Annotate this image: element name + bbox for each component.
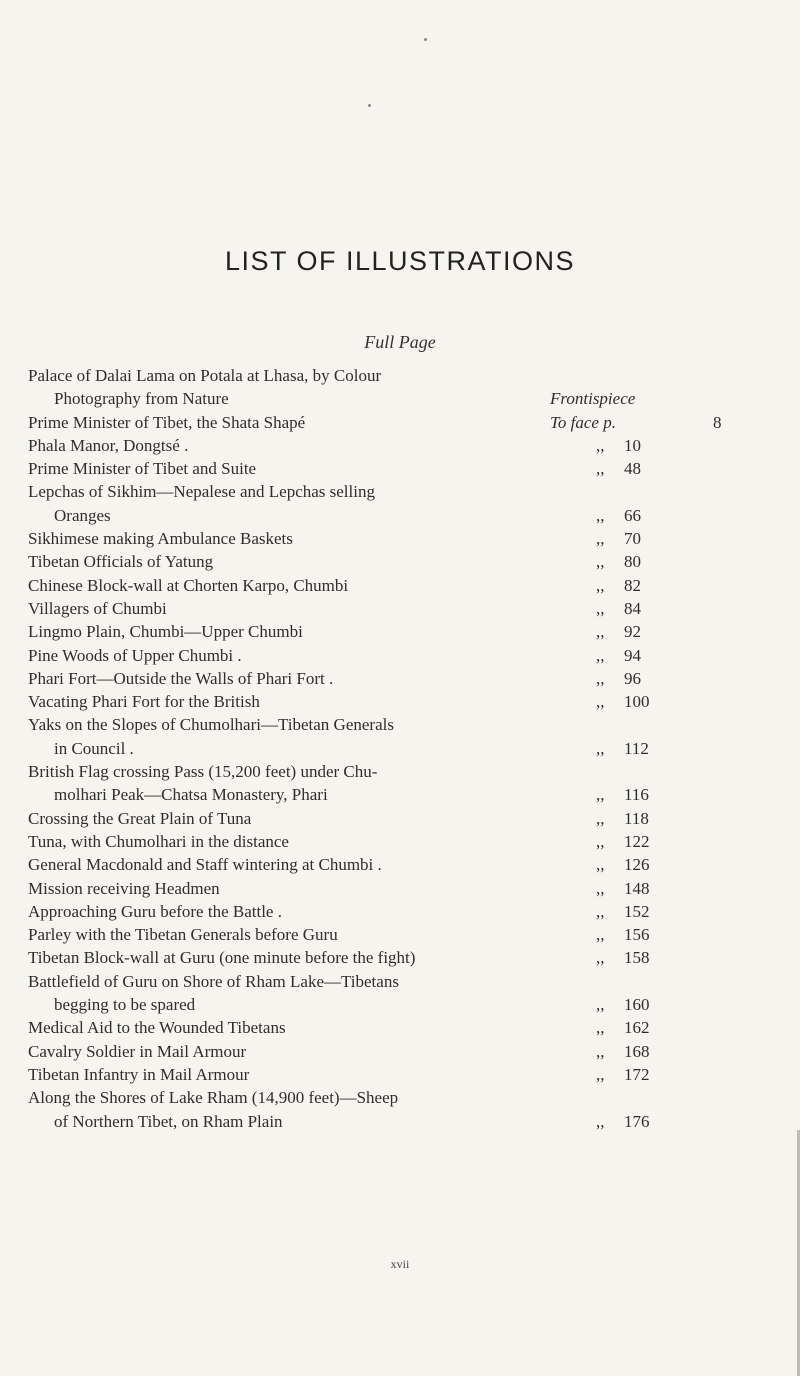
illustration-caption: Along the Shores of Lake Rham (14,900 feet)—Sheep — [28, 1088, 399, 1108]
page-number: 92 — [624, 622, 641, 642]
ditto-mark: ,, — [596, 925, 605, 945]
illustration-caption: Prime Minister of Tibet and Suite — [28, 459, 257, 479]
section-subtitle: Full Page — [364, 332, 436, 352]
page-number: 66 — [624, 505, 641, 525]
page-reference-label: To face p. — [550, 412, 616, 432]
ditto-mark: ,, — [596, 831, 605, 851]
illustration-entry-line — [28, 1016, 788, 1039]
page-number: 84 — [624, 598, 641, 618]
illustration-caption: Lepchas of Sikhim—Nepalese and Lepchas selling — [28, 482, 375, 502]
ditto-mark: ,, — [596, 901, 605, 921]
illustration-caption: Battlefield of Guru on Shore of Rham Lake—Tibetans — [28, 971, 399, 991]
page-number: 126 — [624, 855, 650, 875]
illustration-entry-line — [28, 364, 788, 387]
ditto-mark: ,, — [596, 785, 605, 805]
illustration-caption: Photography from Nature — [54, 389, 229, 409]
page-reference-label: Frontispiece — [550, 389, 636, 409]
illustration-caption: Tibetan Block-wall at Guru (one minute before the fight) — [28, 948, 416, 968]
ditto-mark: ,, — [596, 552, 605, 572]
illustration-caption: begging to be spared — [54, 995, 196, 1015]
illustration-entry-line — [28, 783, 788, 806]
illustration-caption: Pine Woods of Upper Chumbi . — [28, 645, 242, 665]
page-number-folio: xvii — [390, 1257, 410, 1271]
illustration-caption: Approaching Guru before the Battle . — [28, 901, 282, 921]
illustration-caption: of Northern Tibet, on Rham Plain — [54, 1111, 283, 1131]
illustration-caption: Parley with the Tibetan Generals before Guru — [28, 925, 338, 945]
illustration-caption: Sikhimese making Ambulance Baskets — [28, 529, 293, 549]
illustration-caption: Phari Fort—Outside the Walls of Phari Fort . — [28, 668, 334, 688]
illustration-entry-line — [28, 527, 788, 550]
illustration-entry-line — [28, 1086, 788, 1109]
page-number: 94 — [624, 645, 641, 665]
ditto-mark: ,, — [596, 1041, 605, 1061]
page-number: 112 — [624, 738, 649, 758]
page-number: 158 — [624, 948, 650, 968]
illustration-entry-line — [28, 853, 788, 876]
page-number: 80 — [624, 552, 641, 572]
page-number: 148 — [624, 878, 650, 898]
page-number: 152 — [624, 901, 650, 921]
ditto-mark: ,, — [596, 529, 605, 549]
illustration-entry-line — [28, 387, 788, 410]
illustration-caption: molhari Peak—Chatsa Monastery, Phari — [54, 785, 328, 805]
illustration-caption: Palace of Dalai Lama on Potala at Lhasa, by Colour — [28, 366, 382, 385]
page-number: 82 — [624, 575, 641, 595]
illustration-entry-line — [28, 504, 788, 527]
illustration-caption: Villagers of Chumbi — [28, 598, 167, 618]
ditto-mark: ,, — [596, 645, 605, 665]
ditto-mark: ,, — [596, 878, 605, 898]
illustration-caption: Oranges — [54, 505, 111, 525]
illustration-caption: Prime Minister of Tibet, the Shata Shapé — [28, 412, 306, 432]
ditto-mark: ,, — [596, 598, 605, 618]
page-number: 176 — [624, 1111, 650, 1131]
illustration-entry-line — [28, 644, 788, 667]
illustration-entry-line — [28, 1110, 788, 1133]
page-number: 118 — [624, 808, 649, 828]
page-number: 100 — [624, 692, 650, 712]
illustration-entry-line — [28, 923, 788, 946]
illustration-caption: General Macdonald and Staff wintering at Chumbi . — [28, 855, 382, 875]
ditto-mark: ,, — [596, 855, 605, 875]
illustration-caption: Phala Manor, Dongtsé . — [28, 435, 189, 455]
illustration-entry-line — [28, 713, 788, 736]
illustration-caption: Yaks on the Slopes of Chumolhari—Tibetan Generals — [28, 715, 394, 735]
ditto-mark: ,, — [596, 948, 605, 968]
illustration-caption: Tuna, with Chumolhari in the distance — [28, 831, 289, 851]
illustration-entry-line — [28, 667, 788, 690]
illustration-entry-line — [28, 807, 788, 830]
illustration-caption: Tibetan Officials of Yatung — [28, 552, 214, 572]
illustration-entry-line — [28, 480, 788, 503]
illustration-entry-line — [28, 1040, 788, 1063]
page-number: 48 — [624, 459, 641, 479]
page-number: 162 — [624, 1018, 650, 1038]
illustration-entry-line — [28, 457, 788, 480]
illustrations-list — [28, 364, 788, 1133]
illustration-caption: British Flag crossing Pass (15,200 feet) under Chu- — [28, 762, 378, 782]
illustration-entry-line — [28, 877, 788, 900]
illustration-entry-line — [28, 411, 788, 434]
ditto-mark: ,, — [596, 1018, 605, 1038]
page-number: 172 — [624, 1064, 650, 1084]
ditto-mark: ,, — [596, 622, 605, 642]
page-number: 116 — [624, 785, 649, 805]
illustration-caption: Crossing the Great Plain of Tuna — [28, 808, 252, 828]
illustration-entry-line — [28, 550, 788, 573]
illustration-entry-line — [28, 620, 788, 643]
illustration-caption: Vacating Phari Fort for the British — [28, 692, 260, 712]
illustration-entry-line — [28, 597, 788, 620]
illustration-entry-line — [28, 900, 788, 923]
illustration-entry-line — [28, 1063, 788, 1086]
page-number: 156 — [624, 925, 650, 945]
ditto-mark: ,, — [596, 435, 605, 455]
page-number: 8 — [713, 412, 722, 432]
illustration-entry-line — [28, 574, 788, 597]
illustration-caption: in Council . — [54, 738, 134, 758]
illustration-caption: Chinese Block-wall at Chorten Karpo, Chumbi — [28, 575, 349, 595]
illustration-caption: Mission receiving Headmen — [28, 878, 220, 898]
illustration-caption: Tibetan Infantry in Mail Armour — [28, 1064, 250, 1084]
illustration-entry-line — [28, 690, 788, 713]
illustration-entry-line — [28, 993, 788, 1016]
illustration-entry-line — [28, 830, 788, 853]
illustration-entry-line — [28, 946, 788, 969]
page-number: 122 — [624, 831, 650, 851]
ditto-mark: ,, — [596, 808, 605, 828]
ditto-mark: ,, — [596, 1111, 605, 1131]
paper-speck — [368, 104, 371, 107]
page-number: 96 — [624, 668, 641, 688]
page-number: 70 — [624, 529, 641, 549]
ditto-mark: ,, — [596, 1064, 605, 1084]
illustration-entry-line — [28, 434, 788, 457]
illustration-caption: Lingmo Plain, Chumbi—Upper Chumbi — [28, 622, 303, 642]
ditto-mark: ,, — [596, 995, 605, 1015]
illustration-caption: Cavalry Soldier in Mail Armour — [28, 1041, 247, 1061]
illustration-entry-line — [28, 737, 788, 760]
ditto-mark: ,, — [596, 738, 605, 758]
ditto-mark: ,, — [596, 692, 605, 712]
ditto-mark: ,, — [596, 505, 605, 525]
paper-speck — [424, 38, 427, 41]
illustration-entry-line — [28, 970, 788, 993]
page-number: 168 — [624, 1041, 650, 1061]
page-title: LIST OF ILLUSTRATIONS — [224, 246, 576, 276]
illustration-entry-line — [28, 760, 788, 783]
illustration-caption: Medical Aid to the Wounded Tibetans — [28, 1018, 286, 1038]
page-number: 10 — [624, 435, 641, 455]
ditto-mark: ,, — [596, 575, 605, 595]
ditto-mark: ,, — [596, 668, 605, 688]
page-number: 160 — [624, 995, 650, 1015]
ditto-mark: ,, — [596, 459, 605, 479]
